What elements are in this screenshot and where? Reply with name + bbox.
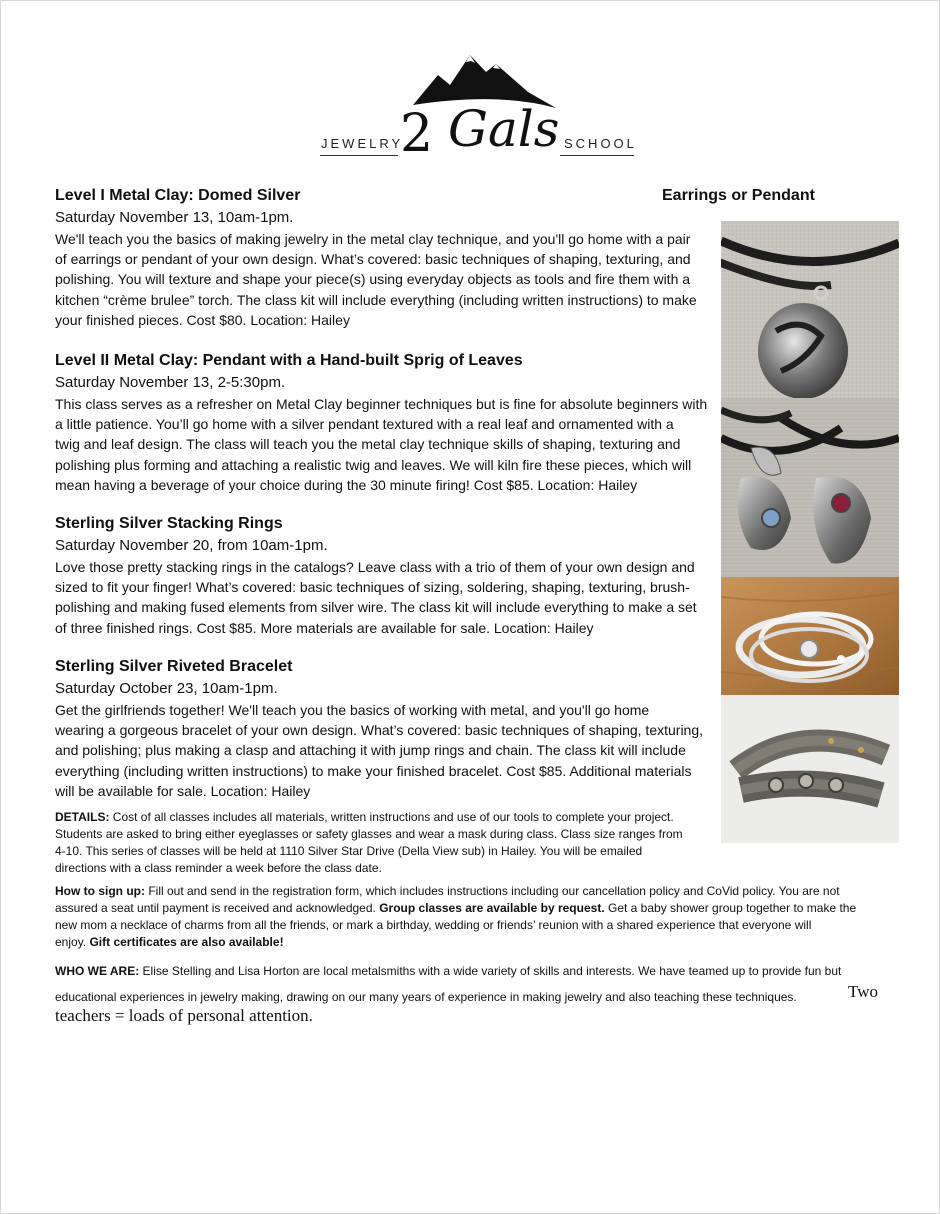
who-label: WHO WE ARE: <box>55 964 140 978</box>
who-we-are-paragraph <box>55 958 895 1010</box>
description-line: will be available for sale. Location: Hailey <box>55 782 311 799</box>
description-line: mean having a beverage of your choice during the 30 minute firing! Cost $85. Location: Hailey <box>55 476 638 493</box>
description-line: of earrings or pendant of your own design. What’s covered: basic techniques of shaping, texturing, and <box>55 251 691 268</box>
class-section-level-2 <box>55 350 715 495</box>
description-line: twig and leaf design. The class will teach you the metal clay technique skills of shaping, texturing and <box>55 436 681 453</box>
logo-number: 2 <box>400 104 434 164</box>
description-line: and polishing; plus making a clasp and attaching it with jump rings and chain. The class kit will include <box>55 742 686 759</box>
signup-label: How to sign up: <box>55 884 145 898</box>
signup-line: new mom a necklace of charms from all the friends, or mark a birthday, wedding or friends’ reunion with a shared experience that everyone will <box>55 918 812 932</box>
description-line: your finished pieces. Cost $80. Location: Hailey <box>55 311 350 328</box>
class-description <box>55 229 715 330</box>
signup-line: Get a baby shower group together to make the <box>604 901 857 915</box>
details-line: 4-10. This series of classes will be held at 1110 Silver Star Drive (Della View sub) in Hailey. You will be emailed <box>55 844 643 858</box>
who-closing: teachers = loads of personal attention. <box>55 1006 313 1025</box>
class-date: Saturday November 13, 2-5:30pm. <box>55 374 286 391</box>
class-date: Saturday November 13, 10am-1pm. <box>55 209 294 226</box>
description-line: a little patience. You’ll go home with a silver pendant textured with a real leaf and ornamented with a <box>55 416 674 433</box>
signup-paragraph <box>55 883 895 951</box>
class-description <box>55 700 715 801</box>
gift-certificates-note: Gift certificates are also available! <box>89 935 284 949</box>
class-section-stacking-rings <box>55 513 715 638</box>
signup-line: Fill out and send in the registration form, which includes instructions including our cancellation policy and CoVid policy. You are not <box>144 884 840 898</box>
details-line: directions with a class reminder a week before the class date. <box>55 861 382 875</box>
signup-line: enjoy. <box>55 935 90 949</box>
logo-school-word: SCHOOL <box>564 136 637 151</box>
class-title: Level II Metal Clay: Pendant with a Hand-built Sprig of Leaves <box>55 352 523 369</box>
class-title-continuation: Earrings or Pendant <box>662 187 815 204</box>
riveted-bracelet-photo <box>721 695 899 843</box>
description-line: polishing plus forming and attaching a realistic twig and leaves. We will kiln fire these pieces, which will <box>55 456 692 473</box>
description-line: This class serves as a refresher on Metal Clay beginner techniques but is fine for absolute beginners with <box>55 396 708 412</box>
class-title: Level I Metal Clay: Domed Silver <box>55 187 301 204</box>
domed-silver-pendant-photo <box>721 221 899 398</box>
description-line: Get the girlfriends together! We'll teach you the basics of working with metal, and you'll go home <box>55 702 650 718</box>
class-title: Sterling Silver Riveted Bracelet <box>55 658 293 675</box>
class-description <box>55 557 715 638</box>
details-paragraph <box>55 809 715 877</box>
description-line: everything (including written instructions) to make your finished bracelet. Cost $85. Additional materials <box>55 762 692 779</box>
logo-script-word: Gals <box>448 100 560 158</box>
class-date: Saturday November 20, from 10am-1pm. <box>55 537 328 554</box>
description-line: polishing. You will texture and shape your piece(s) using everyday objects as tools and fire them with a <box>55 271 691 288</box>
class-date: Saturday October 23, 10am-1pm. <box>55 680 278 697</box>
who-line: Elise Stelling and Lisa Horton are local metalsmiths with a wide variety of skills and interests. We have teamed up to provide fun but <box>139 964 842 978</box>
class-description <box>55 394 715 495</box>
who-line: educational experiences in jewelry making, drawing on our many years of experience in making jewelry and also teaching these techniques. <box>55 990 797 1004</box>
signup-line: assured a seat until payment is received and acknowledged. <box>55 901 380 915</box>
group-classes-note: Group classes are available by request. <box>379 901 605 915</box>
class-section-level-1 <box>55 185 715 330</box>
description-line: kitchen “crème brulee” torch. The class kit will include everything (including written instructions) to make <box>55 291 697 308</box>
logo-underline-right <box>560 155 634 156</box>
stacking-rings-photo <box>721 577 899 695</box>
logo-underline-left <box>320 155 398 156</box>
description-line: We'll teach you the basics of making jewelry in the metal clay technique, and you'll go home with a pair <box>55 231 691 247</box>
details-label: DETAILS: <box>55 810 110 824</box>
logo-jewelry-word: JEWELRY <box>321 136 404 151</box>
leaf-pendants-photo <box>721 398 899 577</box>
description-line: polishing and making fused elements from silver wire. The class kit will include everything to make a set <box>55 599 697 616</box>
description-line: wearing a gorgeous bracelet of your own design. What’s covered: basic techniques of shaping, texturing, <box>55 722 704 739</box>
description-line: of three finished rings. Cost $85. More materials are available for sale. Location: Hailey <box>55 619 594 636</box>
class-section-bracelet <box>55 656 715 801</box>
description-line: sized to fit your finger! What’s covered: basic techniques of sizing, soldering, shaping, texturing, brush- <box>55 579 690 596</box>
school-logo <box>300 44 640 179</box>
class-title: Sterling Silver Stacking Rings <box>55 515 283 532</box>
who-closing-start: Two <box>848 982 878 1001</box>
description-line: Love those pretty stacking rings in the catalogs? Leave class with a trio of them of your own design and <box>55 559 695 575</box>
details-line: Students are asked to bring either eyeglasses or safety glasses and wear a mask during class. Class size ranges from <box>55 827 683 841</box>
details-line: Cost of all classes includes all materials, written instructions and use of our tools to complete your project. <box>109 810 674 824</box>
